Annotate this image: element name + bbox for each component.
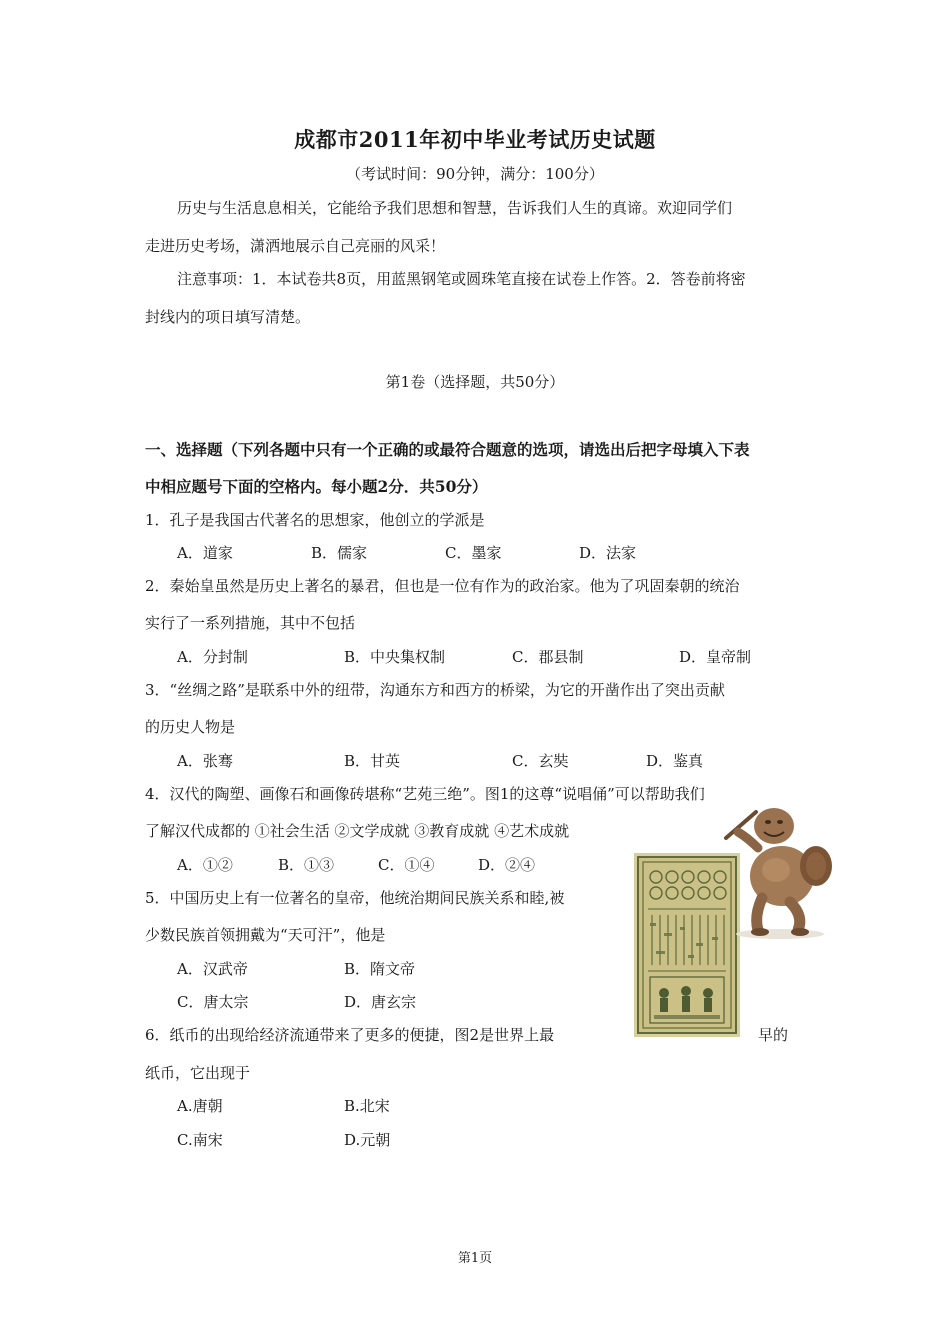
intro-line-1: 历史与生活息息相关，它能给予我们思想和智慧，告诉我们人生的真谛。欢迎同学们 — [177, 199, 733, 217]
question-3-stem-line-2: 的历史人物是 — [145, 718, 236, 736]
question-1-option-d: D．法家 — [579, 544, 637, 562]
page-number: 第1页 — [457, 1251, 493, 1266]
question-5-option-b: B．隋文帝 — [344, 960, 416, 978]
question-2-option-c: C．郡县制 — [512, 648, 584, 666]
question-6-stem-line-1: 6．纸币的出现给经济流通带来了更多的便捷，图2是世界上最 — [145, 1026, 555, 1044]
intro-line-2: 走进历史考场，潇洒地展示自己亮丽的风采！ — [145, 237, 446, 255]
question-4-option-a: A．①② — [177, 856, 233, 874]
question-5-stem-line-2: 少数民族首领拥戴为“天可汗”，他是 — [145, 926, 386, 944]
section-heading-line-1: 一、选择题（下列各题中只有一个正确的或最符合题意的选项，请选出后把字母填入下表 — [145, 440, 750, 459]
question-2-option-d: D．皇帝制 — [679, 648, 752, 666]
question-3-option-a: A．张骞 — [177, 752, 233, 770]
question-6-option-a: A.唐朝 — [177, 1097, 223, 1115]
question-2-stem-line-1: 2．秦始皇虽然是历史上著名的暴君，但也是一位有作为的政治家。他为了巩固秦朝的统治 — [145, 577, 740, 595]
volume-title: 第1卷（选择题，共50分） — [385, 373, 565, 391]
exam-info: （考试时间：90分钟，满分：100分） — [346, 165, 604, 183]
page-title: 成都市2011年初中毕业考试历史试题 — [294, 127, 656, 152]
question-4-option-b: B．①③ — [278, 856, 335, 874]
question-6-stem-line-2: 纸币，它出现于 — [145, 1064, 251, 1082]
question-1-option-b: B．儒家 — [311, 544, 368, 562]
question-5-stem-line-1: 5．中国历史上有一位著名的皇帝，他统治期间民族关系和睦,被 — [145, 889, 565, 907]
question-6-stem-line-1-end: 早的 — [758, 1026, 789, 1044]
question-4-option-c: C．①④ — [378, 856, 435, 874]
question-5-option-c: C．唐太宗 — [177, 993, 249, 1011]
question-5-option-d: D．唐玄宗 — [344, 993, 417, 1011]
notice-line-2: 封线内的项日填写清楚。 — [145, 308, 311, 326]
question-2-stem-line-2: 实行了一系列措施，其中不包括 — [145, 614, 356, 632]
question-1-option-a: A．道家 — [177, 544, 233, 562]
notice-line-1: 注意事项：1．本试卷共8页，用蓝黑钢笔或圆珠笔直接在试卷上作答。2．答卷前将密 — [177, 270, 746, 288]
question-3-option-c: C．玄奘 — [512, 752, 569, 770]
question-6-option-c: C.南宋 — [177, 1131, 223, 1149]
storyteller-figurine-figure — [718, 798, 836, 940]
question-4-stem-line-2: 了解汉代成都的 ①社会生活 ②文学成就 ③教育成就 ④艺术成就 — [145, 822, 570, 840]
question-4-stem-line-1: 4．汉代的陶塑、画像石和画像砖堪称“艺苑三绝”。图1的这尊“说唱俑”可以帮助我们 — [145, 785, 705, 803]
question-6-option-d: D.元朝 — [344, 1131, 391, 1149]
question-3-stem-line-1: 3．“丝绸之路”是联系中外的纽带，沟通东方和西方的桥梁，为它的开凿作出了突出贡献 — [145, 681, 725, 699]
question-1-stem: 1．孔子是我国古代著名的思想家，他创立的学派是 — [145, 511, 485, 529]
section-heading-line-2: 中相应题号下面的空格内。每小题2分．共50分） — [145, 477, 488, 496]
question-6-option-b: B.北宋 — [344, 1097, 390, 1115]
question-2-option-b: B．中央集权制 — [344, 648, 446, 666]
question-2-option-a: A．分封制 — [177, 648, 248, 666]
question-4-option-d: D．②④ — [478, 856, 536, 874]
question-3-option-d: D．鉴真 — [646, 752, 704, 770]
question-1-option-c: C．墨家 — [445, 544, 502, 562]
question-5-option-a: A．汉武帝 — [177, 960, 248, 978]
question-3-option-b: B．甘英 — [344, 752, 401, 770]
